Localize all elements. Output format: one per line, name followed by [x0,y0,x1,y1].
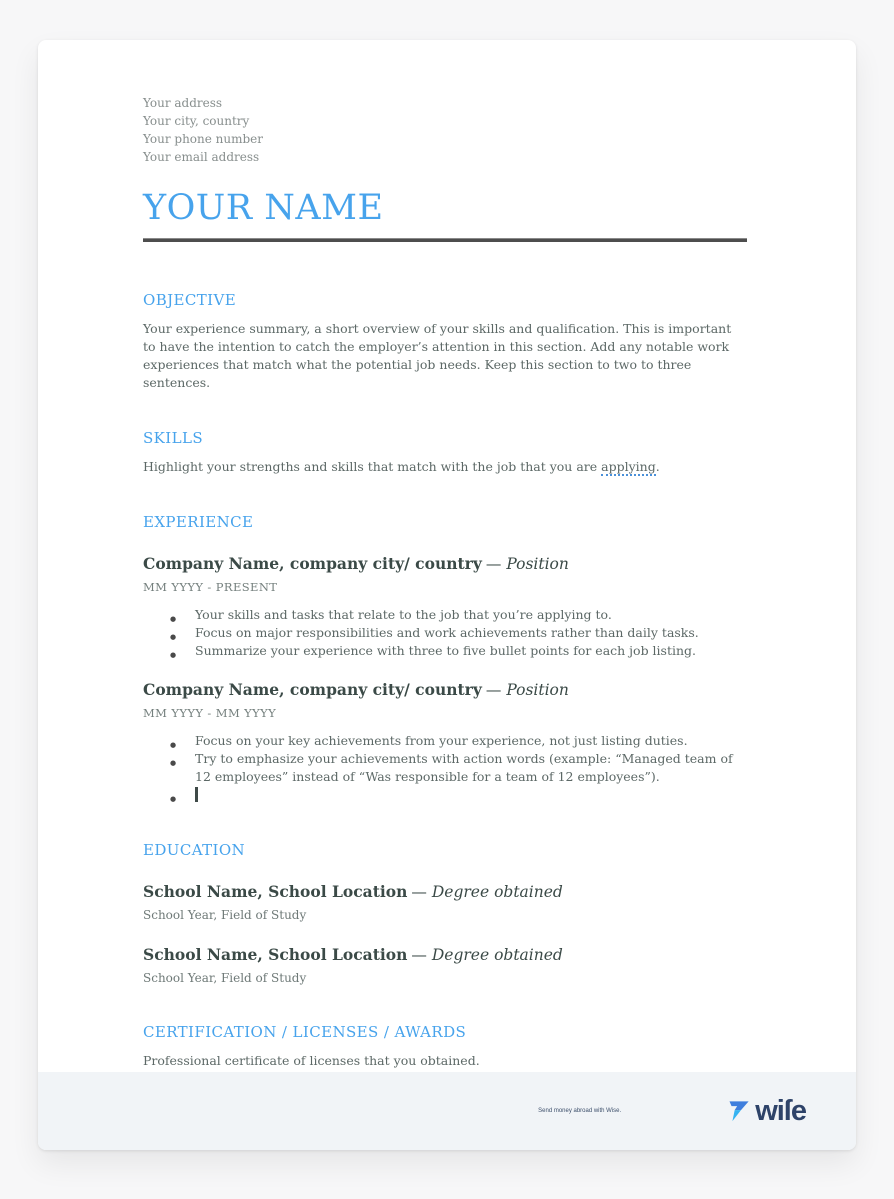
school-entry [143,882,747,923]
bullet-item: ● Summarize your experience with three to five bullet points for each job listing. [195,642,747,660]
school-entry [143,945,747,986]
experience-heading: EXPERIENCE [143,513,254,531]
wise-wordmark: wiſe [755,1094,806,1127]
wise-flag-icon [725,1098,752,1125]
job-entry [143,554,747,660]
school-details: School Year, Field of Study [143,971,307,985]
school-degree: Degree obtained [431,883,563,901]
bullet-item: ● Try to emphasize your achievements with action words (example: “Managed team of 12 employees” instead of “Was responsible for a team of 12 employees”). [195,750,747,786]
education-heading: EDUCATION [143,841,246,859]
job-company: Company Name, company city/ country [143,554,482,573]
text-cursor [195,787,198,802]
school-title [143,882,747,902]
job-position: Position [506,681,569,699]
skills-paragraph [143,458,747,476]
job-company: Company Name, company city/ country [143,680,482,699]
title-rule [143,238,747,242]
resume-content [38,40,856,1070]
skills-text: Highlight your strengths and skills that match with the job that you are [143,459,602,474]
skills-text-end: . [655,459,660,474]
footer-tagline: Send money abroad with Wise. [538,1108,622,1114]
bullet-item: ● Focus on major responsibilities and work achievements rather than daily tasks. [195,624,747,642]
bullet-item-empty [195,786,747,804]
job-entry [143,680,747,804]
school-details: School Year, Field of Study [143,908,307,922]
bullet-item: ● Your skills and tasks that relate to the job that you’re applying to. [195,606,747,624]
job-dates: MM YYYY - MM YYYY [143,706,277,720]
objective-paragraph: Your experience summary, a short overview of your skills and qualification. This is important to have the intention to catch the employer’s attention in this section. Add any notable work experiences that match what the potential job needs. Keep this section to two to three sentences. [143,321,732,390]
certification-paragraph: Professional certificate of licenses that you obtained. [143,1053,480,1068]
job-position: Position [506,555,569,573]
name-heading: YOUR NAME [143,188,384,228]
skills-heading: SKILLS [143,429,204,447]
job-title [143,554,747,574]
contact-address: Your address [143,96,223,110]
job-bullet-list [143,606,747,660]
school-degree: Degree obtained [431,946,563,964]
objective-heading: OBJECTIVE [143,291,237,309]
job-title [143,680,747,700]
job-bullet-list [143,732,747,804]
school-name: School Name, School Location [143,882,408,901]
contact-phone: Your phone number [143,132,264,146]
contact-email: Your email address [143,150,260,164]
school-name: School Name, School Location [143,945,408,964]
grammar-underlined-word: applying [601,459,656,474]
job-title-dash: — [485,681,502,699]
contact-city: Your city, country [143,114,250,128]
school-title-dash: — [411,883,427,901]
job-dates: MM YYYY - PRESENT [143,580,278,594]
school-title [143,945,747,965]
bullet-item: ● Focus on your key achievements from your experience, not just listing duties. [195,732,747,750]
certification-heading: CERTIFICATION / LICENSES / AWARDS [143,1023,467,1041]
school-title-dash: — [411,946,427,964]
contact-block [143,94,747,166]
resume-page [38,40,856,1150]
wise-logo [725,1095,806,1128]
footer-bar [38,1072,856,1150]
job-title-dash: — [485,555,502,573]
